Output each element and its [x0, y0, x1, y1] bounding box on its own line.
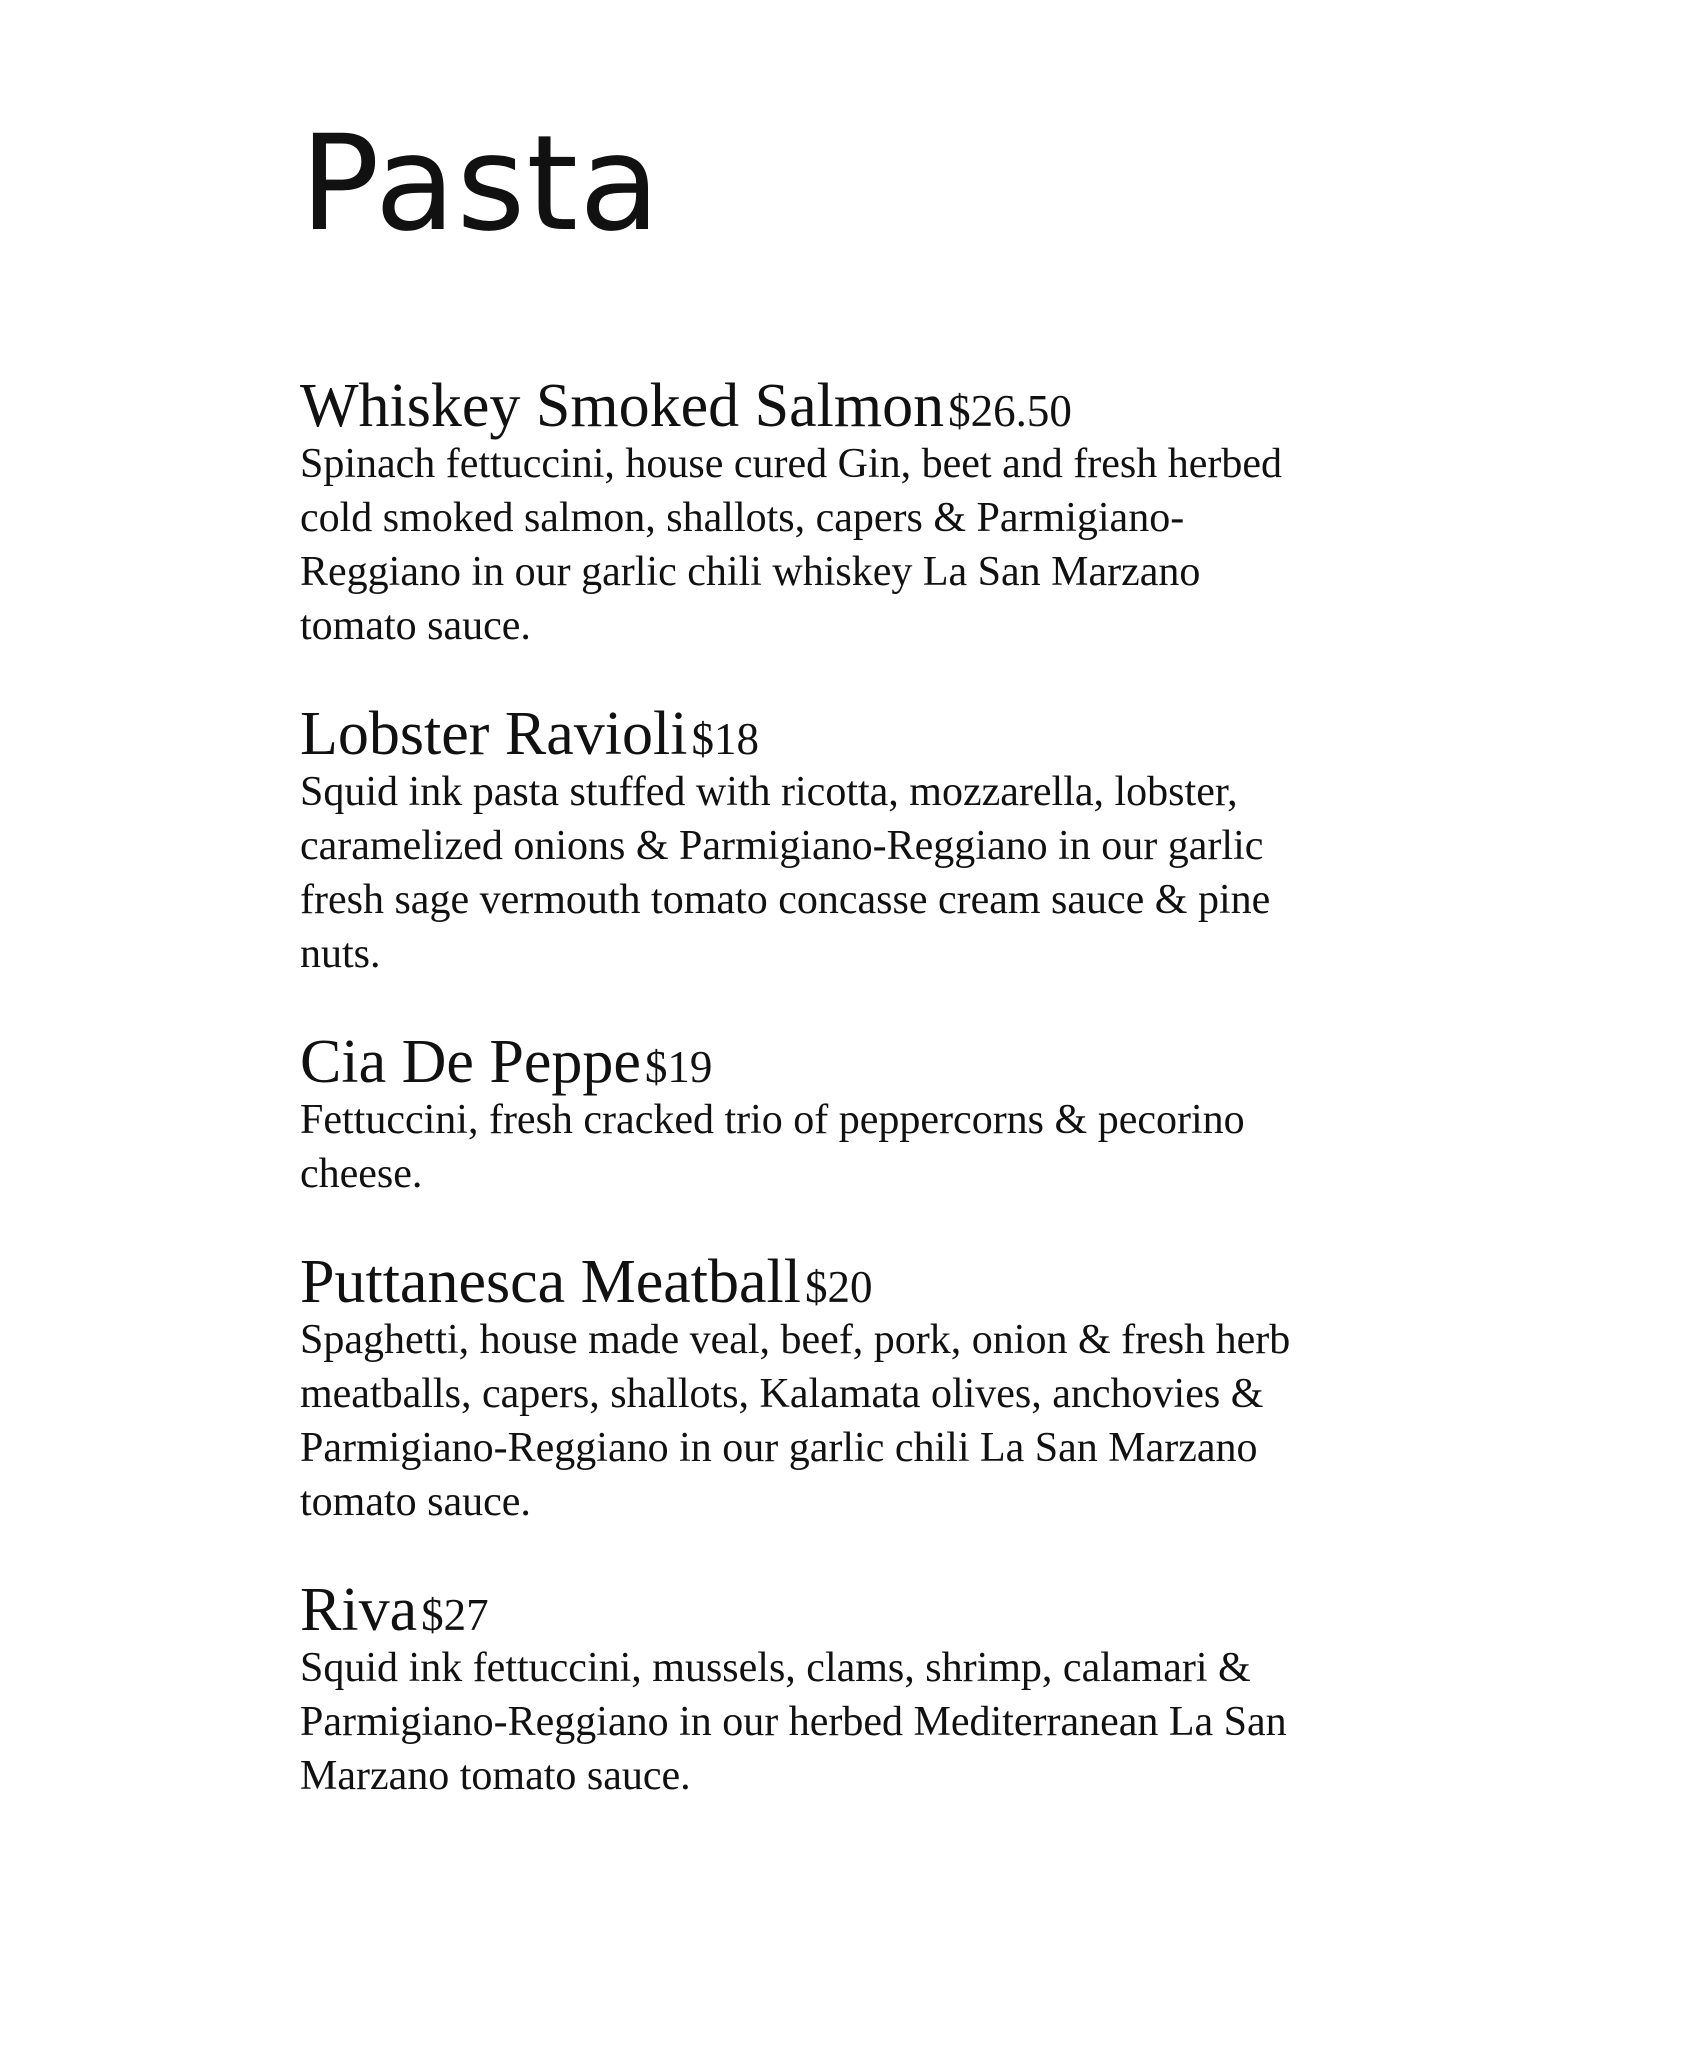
- menu-item-heading: [300, 1028, 1420, 1096]
- menu-item-name: Cia De Peppe: [300, 1028, 641, 1096]
- page-title: Pasta: [300, 107, 661, 261]
- description-line: nuts.: [300, 931, 381, 977]
- description-line: caramelized onions & Parmigiano-Reggiano in our garlic: [300, 823, 1264, 869]
- description-line: Marzano tomato sauce.: [300, 1753, 691, 1799]
- menu-item: [300, 1028, 1420, 1201]
- description-line: Spinach fettuccini, house cured Gin, beet and fresh herbed: [300, 441, 1282, 487]
- menu-item-heading: [300, 1248, 1420, 1316]
- menu-item-heading: [300, 700, 1420, 768]
- description-line: Parmigiano-Reggiano in our garlic chili La San Marzano: [300, 1425, 1258, 1471]
- menu-item-name: Riva: [300, 1576, 418, 1644]
- menu-item-name: Whiskey Smoked Salmon: [300, 372, 945, 440]
- menu-item-name: Puttanesca Meatball: [300, 1248, 801, 1316]
- description-line: Fettuccini, fresh cracked trio of peppercorns & pecorino: [300, 1097, 1245, 1143]
- description-line: Squid ink pasta stuffed with ricotta, mozzarella, lobster,: [300, 769, 1238, 815]
- description-line: Parmigiano-Reggiano in our herbed Mediterranean La San: [300, 1699, 1287, 1745]
- menu-item-description: [300, 1641, 1420, 1803]
- description-line: tomato sauce.: [300, 603, 531, 649]
- description-line: Squid ink fettuccini, mussels, clams, shrimp, calamari &: [300, 1645, 1251, 1691]
- menu-item-heading: [300, 372, 1420, 440]
- menu-item: [300, 1248, 1420, 1529]
- menu-item-description: [300, 1313, 1420, 1529]
- menu-item-price: $20: [805, 1262, 873, 1312]
- description-line: cold smoked salmon, shallots, capers & Parmigiano-: [300, 495, 1185, 541]
- description-line: Spaghetti, house made veal, beef, pork, onion & fresh herb: [300, 1317, 1291, 1363]
- menu-item-price: $26.50: [948, 386, 1072, 436]
- description-line: cheese.: [300, 1151, 423, 1197]
- menu-item-heading: [300, 1576, 1420, 1644]
- menu-item: [300, 372, 1420, 653]
- menu-item-price: $27: [421, 1590, 489, 1640]
- description-line: meatballs, capers, shallots, Kalamata olives, anchovies &: [300, 1371, 1264, 1417]
- menu-item-name: Lobster Ravioli: [300, 700, 688, 768]
- menu-item-price: $18: [691, 714, 759, 764]
- menu-item: [300, 700, 1420, 981]
- menu-item-description: [300, 437, 1420, 653]
- description-line: fresh sage vermouth tomato concasse cream sauce & pine: [300, 877, 1271, 923]
- menu-item-description: [300, 1093, 1420, 1201]
- menu-item-price: $19: [644, 1042, 713, 1092]
- description-line: tomato sauce.: [300, 1479, 531, 1525]
- menu-list: [300, 372, 1420, 1853]
- menu-item: [300, 1576, 1420, 1803]
- description-line: Reggiano in our garlic chili whiskey La San Marzano: [300, 549, 1201, 595]
- menu-item-description: [300, 765, 1420, 981]
